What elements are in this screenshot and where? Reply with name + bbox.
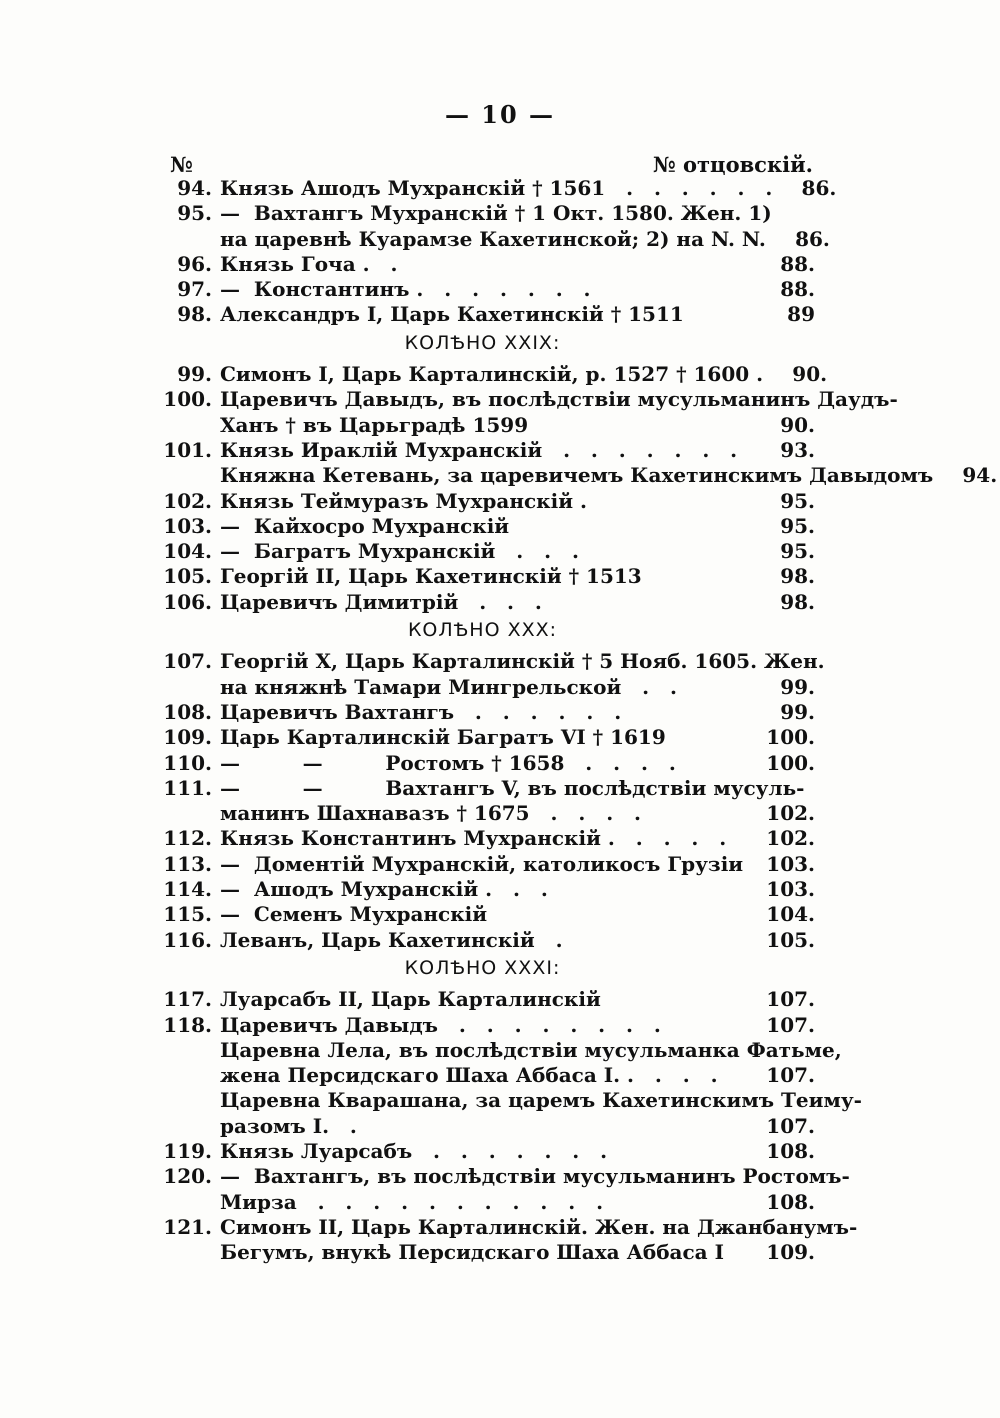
entry-number: 116. <box>163 927 212 952</box>
entry-text: Царевна Лела, въ послѣдствiи мусульманка Фатьме, <box>220 1037 842 1062</box>
entry-number: 107. <box>163 649 212 674</box>
entry-text: на царевнѣ Куарамзе Кахетинской; 2) на N. N. <box>220 226 766 251</box>
entry-row <box>150 1164 850 1189</box>
entry-text: Александръ I, Царь Кахетинскiй † 1511 <box>220 302 684 327</box>
entry-row <box>150 201 815 226</box>
father-reference: 107. <box>766 987 815 1012</box>
father-reference: 98. <box>780 589 815 614</box>
entry-text: — Вахтангъ, въ послѣдствiи мусульманинъ Ростомъ- <box>220 1164 850 1189</box>
entry-row <box>150 928 815 953</box>
entry-row <box>150 564 815 589</box>
entry-text: — Вахтангъ Мухранскiй † 1 Окт. 1580. Жен. 1) <box>220 201 772 226</box>
entry-text: Князь Луарсабъ . . . . . . . <box>220 1138 608 1163</box>
entry-text: на княжнѣ Тамари Мингрельской . . <box>220 674 677 699</box>
entry-row <box>150 801 815 826</box>
father-reference: 89 <box>787 302 815 327</box>
father-reference: 102. <box>766 801 815 826</box>
father-reference: 102. <box>766 826 815 851</box>
entry-number: 95. <box>177 201 212 226</box>
entry-row <box>150 463 998 488</box>
entry-row <box>150 1037 842 1063</box>
entry-text: — Семенъ Мухранскiй <box>220 902 488 927</box>
father-reference: 88. <box>780 251 815 276</box>
entry-row <box>150 362 828 387</box>
father-reference: 86. <box>801 176 837 200</box>
father-reference: 95. <box>780 513 815 538</box>
entry-row <box>150 987 815 1012</box>
entry-number: 96. <box>177 251 212 276</box>
father-reference: 94. <box>962 463 998 488</box>
father-reference: 95. <box>780 539 815 564</box>
entry-number: 109. <box>163 725 212 750</box>
entry-text: Ханъ † въ Царьградѣ 1599 <box>220 412 529 437</box>
entry-number: 115. <box>163 902 212 927</box>
section-entries <box>150 649 825 953</box>
entry-row <box>150 1190 815 1215</box>
entry-number: 101. <box>163 437 212 462</box>
entry-text: Царь Карталинскiй Багратъ VI † 1619 <box>220 725 666 750</box>
entry-row <box>150 725 815 750</box>
entry-text: жена Персидскаго Шаха Аббаса I. . . . . <box>220 1063 718 1088</box>
father-reference: 109. <box>766 1240 815 1265</box>
entry-text: Симонъ II, Царь Карталинскiй. Жен. на Джанбанумъ- <box>220 1214 858 1239</box>
entry-row <box>150 226 830 252</box>
entry-row <box>150 1240 815 1265</box>
section-entries <box>150 362 998 615</box>
entry-row <box>150 776 815 801</box>
entry-text: Царевна Кварашана, за царемъ Кахетинскимъ Теиму- <box>220 1088 862 1113</box>
entry-text: — Кайхосро Мухранскiй <box>220 513 510 538</box>
entry-number: 114. <box>163 877 212 902</box>
entry-text: Князь Ашодъ Мухранскiй † 1561 . . . . . . <box>220 176 773 200</box>
entry-row <box>150 877 815 902</box>
father-reference: 98. <box>780 564 815 589</box>
entry-text: Князь Теймуразъ Мухранскiй . <box>220 488 587 513</box>
entry-text: Князь Гоча . . <box>220 251 398 276</box>
father-reference: 99. <box>780 674 815 699</box>
father-reference: 107. <box>766 1063 815 1088</box>
generation-heading-xxxi: КОЛѢНО XXXI: <box>404 956 561 979</box>
entry-number: 98. <box>177 302 212 327</box>
entry-row <box>150 387 898 412</box>
father-reference: 107. <box>766 1113 815 1138</box>
father-reference: 88. <box>780 277 815 302</box>
father-reference: 90. <box>780 412 815 437</box>
entry-row <box>150 826 815 851</box>
father-reference: 93. <box>780 437 815 462</box>
entry-number: 108. <box>163 699 212 724</box>
entry-text: Княжна Кетевань, за царевичемъ Кахетинскимъ Давыдомъ <box>220 463 934 488</box>
father-reference: 90. <box>792 362 828 387</box>
entry-text: — Багратъ Мухранскiй . . . <box>220 539 579 564</box>
entry-number: 102. <box>163 488 212 513</box>
entry-row <box>150 675 815 700</box>
entry-row <box>150 176 837 201</box>
entry-row <box>150 1088 862 1113</box>
entry-row <box>150 902 815 927</box>
entry-number: 97. <box>177 277 212 302</box>
father-reference: 100. <box>766 750 815 775</box>
entry-number: 103. <box>163 513 212 538</box>
father-reference: 105. <box>766 927 815 952</box>
father-reference: 108. <box>766 1138 815 1163</box>
entry-number: 120. <box>163 1164 212 1189</box>
father-reference: 107. <box>766 1012 815 1037</box>
father-reference: 103. <box>766 877 815 902</box>
entry-number: 94. <box>177 176 212 200</box>
entry-text: Царевичъ Давыдъ . . . . . . . . <box>220 1012 661 1037</box>
entry-row <box>150 413 815 438</box>
entry-row <box>150 277 815 302</box>
entry-text: — Доментiй Мухранскiй, католикосъ Грузiи <box>220 851 744 876</box>
father-reference: 95. <box>780 488 815 513</box>
entry-row <box>150 252 815 277</box>
father-reference: 100. <box>766 725 815 750</box>
entry-number: 112. <box>163 826 212 851</box>
entry-text: Царевичъ Вахтангъ . . . . . . <box>220 699 622 724</box>
father-reference: 86. <box>795 226 830 251</box>
entry-row <box>150 1139 815 1164</box>
section-entries <box>150 176 837 328</box>
entry-number: 111. <box>163 775 212 800</box>
column-header-father-number: № отцовскiй. <box>652 152 813 177</box>
entry-number: 113. <box>163 851 212 876</box>
entry-row <box>150 539 815 564</box>
entry-row <box>150 852 815 877</box>
entry-number: 100. <box>163 387 212 412</box>
page-number: — 10 — <box>444 100 556 129</box>
generation-heading-xxix: КОЛѢНО XXIX: <box>404 331 561 354</box>
section-entries <box>150 987 862 1265</box>
entry-text: — Ашодъ Мухранскiй . . . <box>220 877 548 902</box>
entry-row <box>150 438 815 463</box>
entry-number: 117. <box>163 987 212 1012</box>
column-header-number: № <box>170 152 193 177</box>
entry-text: Царевичъ Давыдъ, въ послѣдствiи мусульманинъ Даудъ- <box>220 387 898 412</box>
entry-text: Симонъ I, Царь Карталинскiй, р. 1527 † 1600 . <box>220 362 764 387</box>
entry-text: — — Ростомъ † 1658 . . . . <box>220 750 676 775</box>
entry-text: Мирза . . . . . . . . . . . <box>220 1189 604 1214</box>
father-reference: 108. <box>766 1189 815 1214</box>
entry-row <box>150 302 815 327</box>
father-reference: 99. <box>780 699 815 724</box>
entry-row <box>150 1114 815 1139</box>
entry-number: 110. <box>163 750 212 775</box>
entry-row <box>150 1013 815 1038</box>
entry-text: Князь Константинъ Мухранскiй . . . . . <box>220 826 727 851</box>
entry-number: 105. <box>163 564 212 589</box>
genealogy-list <box>150 176 998 1265</box>
entry-number: 121. <box>163 1214 212 1239</box>
generation-heading-xxx: КОЛѢНО XXX: <box>407 619 558 642</box>
entry-text: Георгiй X, Царь Карталинскiй † 5 Нояб. 1605. Жен. <box>220 649 825 674</box>
entry-text: Луарсабъ II, Царь Карталинскiй <box>220 987 601 1012</box>
entry-number: 118. <box>163 1012 212 1037</box>
entry-row <box>150 700 815 725</box>
entry-number: 99. <box>177 362 212 387</box>
father-reference: 103. <box>766 851 815 876</box>
entry-text: Леванъ, Царь Кахетинскiй . <box>220 927 563 952</box>
entry-row <box>150 1214 858 1240</box>
entry-number: 104. <box>163 539 212 564</box>
entry-text: — Константинъ . . . . . . . <box>220 277 591 302</box>
entry-text: Георгiй II, Царь Кахетинскiй † 1513 <box>220 564 642 589</box>
entry-text: манинъ Шахнавазъ † 1675 . . . . <box>220 801 642 826</box>
entry-text: Бегумъ, внукѣ Персидскаго Шаха Аббаса I <box>220 1240 724 1265</box>
entry-row <box>150 751 815 776</box>
entry-text: разомъ I. . <box>220 1113 357 1138</box>
entry-text: — — Вахтангъ V, въ послѣдствiи мусуль- <box>220 775 805 800</box>
father-reference: 104. <box>766 902 815 927</box>
entry-row <box>150 489 815 514</box>
entry-row <box>150 590 815 615</box>
entry-text: Князь Ираклiй Мухранскiй . . . . . . . <box>220 437 738 462</box>
entry-row <box>150 649 825 674</box>
entry-number: 106. <box>163 589 212 614</box>
entry-text: Царевичъ Димитрiй . . . <box>220 589 542 614</box>
entry-number: 119. <box>163 1138 212 1163</box>
entry-row <box>150 514 815 539</box>
entry-row <box>150 1063 815 1088</box>
